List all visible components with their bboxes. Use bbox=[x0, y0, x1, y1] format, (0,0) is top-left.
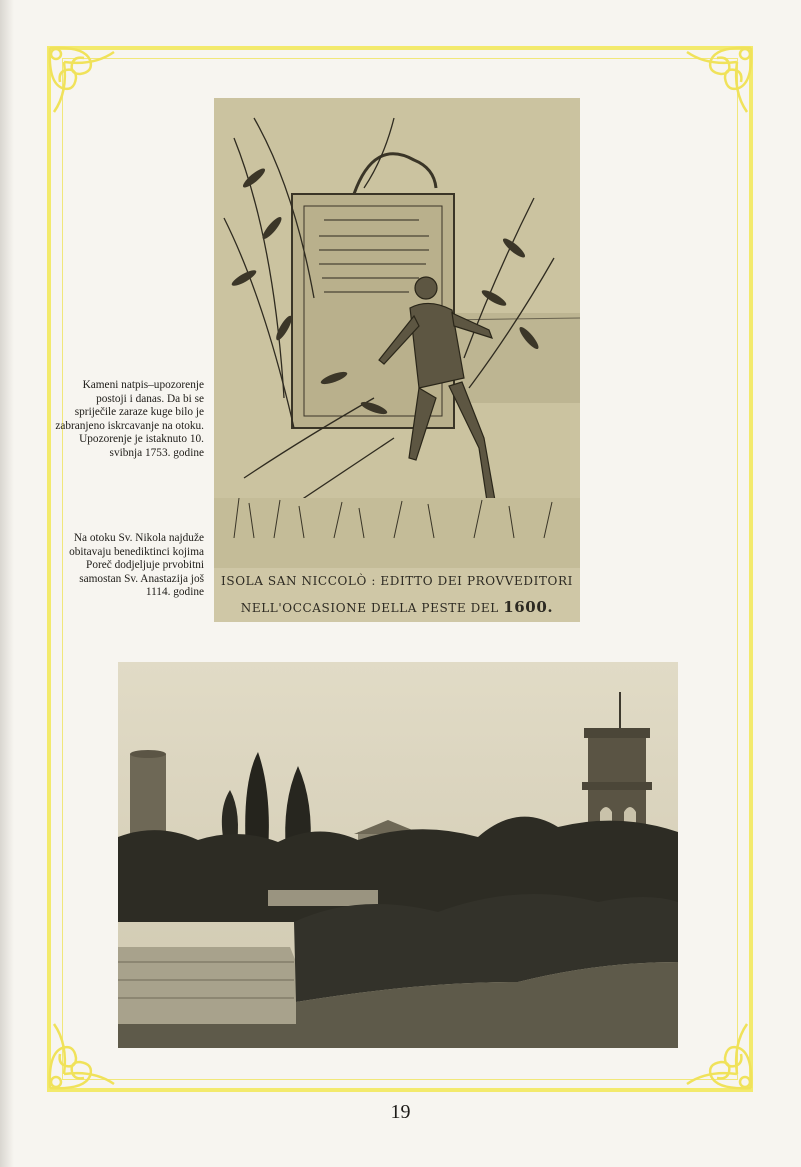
engraving-drawing bbox=[214, 98, 580, 622]
island-photo-drawing bbox=[118, 662, 678, 1048]
page-number: 19 bbox=[390, 1101, 411, 1123]
frame-corner-ornament-icon bbox=[44, 42, 134, 132]
engraving-caption-year: 1600. bbox=[503, 598, 554, 616]
caption-benedictines: Na otoku Sv. Nikola najduže obitavaju benediktinci kojima Poreč dodjeljuje prvobitni samostan Sv. Anastazija još 1114. godine bbox=[69, 532, 204, 598]
engraving-illustration bbox=[214, 98, 580, 622]
island-photograph bbox=[118, 662, 678, 1048]
engraving-caption-text: NELL'OCCASIONE DELLA PESTE DEL bbox=[240, 601, 499, 615]
frame-corner-ornament-icon bbox=[667, 1004, 757, 1094]
page-edge-shadow bbox=[0, 0, 14, 1167]
engraving-caption-line1: ISOLA SAN NICCOLÒ : EDITTO DEI PROVVEDITORI bbox=[221, 574, 573, 588]
caption-stone-inscription: Kameni natpis–upozorenje postoji i danas. Da bi se spriječile zaraze kuge bilo je zabranjeno iskrcavanje na otoku. Upozorenje je istaknuto 10. svibnja 1753. godine bbox=[55, 379, 204, 459]
frame-corner-ornament-icon bbox=[667, 42, 757, 132]
engraving-caption-line2 bbox=[214, 598, 580, 616]
